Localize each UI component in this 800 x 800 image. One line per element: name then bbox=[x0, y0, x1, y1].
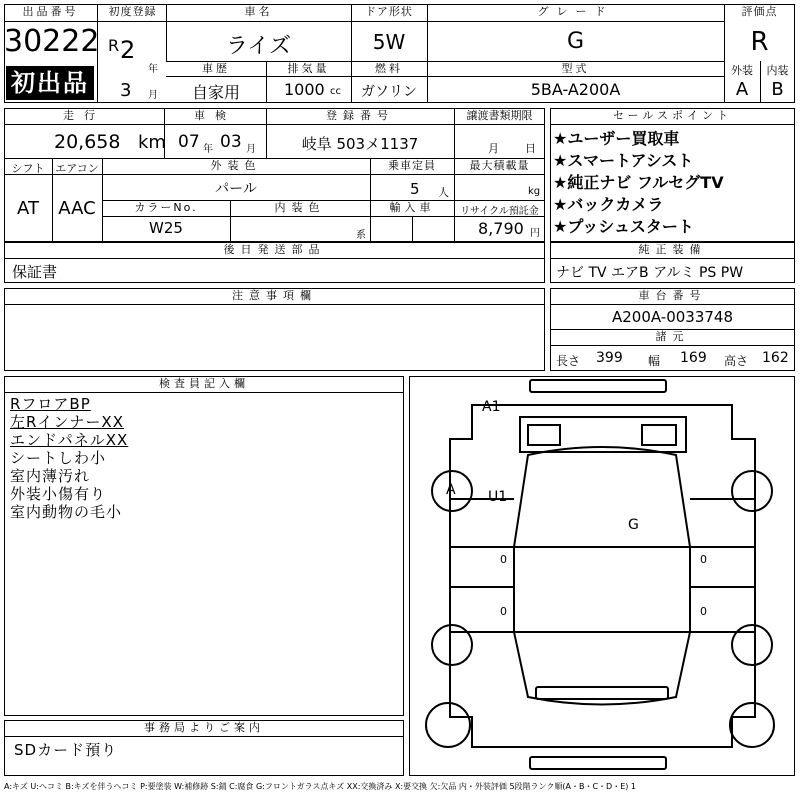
recycle-unit: 円 bbox=[530, 228, 540, 239]
shift-label: シフト bbox=[11, 162, 45, 175]
ext-color: パール bbox=[215, 181, 257, 197]
grade: G bbox=[566, 29, 585, 54]
damage-diagram bbox=[409, 376, 795, 776]
history: 自家用 bbox=[191, 83, 240, 102]
recycle-label: リサイクル預託金 bbox=[460, 206, 539, 217]
recycle: 8,790 bbox=[478, 219, 524, 238]
divider bbox=[4, 124, 545, 125]
divider bbox=[4, 736, 404, 737]
damage-mark-u1: U1 bbox=[488, 489, 508, 505]
panel-mark-zero: 0 bbox=[500, 553, 507, 566]
inspector-note: 室内薄汚れ bbox=[10, 467, 91, 485]
equipment-label: 純正装備 bbox=[638, 243, 707, 256]
inspection-year: 07 bbox=[178, 132, 200, 152]
era: R bbox=[108, 36, 120, 55]
divider bbox=[166, 76, 724, 77]
grade-label: グレード bbox=[537, 5, 614, 18]
color-no-label: カラーNo. bbox=[134, 201, 198, 214]
inspector-note: 左RインナーXX bbox=[10, 413, 124, 431]
ac-label: エアコン bbox=[55, 162, 99, 175]
damage-mark-a: A bbox=[446, 482, 456, 498]
sales-point-item: ★バックカメラ bbox=[553, 195, 664, 214]
chassis-label: 車台番号 bbox=[638, 289, 707, 302]
reg-label: 登録番号 bbox=[326, 109, 394, 122]
sales-points-label: セールスポイント bbox=[612, 109, 732, 122]
first-reg-label: 初度登録 bbox=[108, 5, 157, 18]
divider bbox=[4, 258, 545, 259]
legend: A:キズ U:ヘコミ B:キズを伴うヘコミ P:要塗装 W:補修跡 S:錆 C:腐食 G:フロントガラス点キズ XX:交換済み X:要交換 欠:欠品 内・外装評価 5段階ランク順(A・B・C・D・E) 1 bbox=[4, 782, 637, 791]
sales-point-item: ★プッシュスタート bbox=[553, 217, 694, 236]
inspector-note: シートしわ小 bbox=[10, 449, 107, 467]
door: 5W bbox=[372, 30, 406, 54]
later-parts-label: 後日発送部品 bbox=[223, 243, 326, 256]
shift: AT bbox=[17, 198, 39, 219]
ext-color-label: 外装色 bbox=[210, 159, 262, 172]
first-listing-text: 初出品 bbox=[11, 69, 89, 97]
sales-point-item: ★ユーザー買取車 bbox=[553, 129, 680, 148]
reg-number: 岐阜 503メ1137 bbox=[301, 135, 419, 153]
later-parts-value: 保証書 bbox=[12, 263, 58, 281]
divider bbox=[550, 345, 795, 346]
ext-score: A bbox=[735, 79, 749, 100]
car-diagram-svg bbox=[410, 377, 794, 775]
mileage-unit: km bbox=[138, 132, 166, 153]
capacity-unit: 人 bbox=[438, 186, 449, 199]
width: 169 bbox=[680, 350, 707, 366]
model: 5BA-A200A bbox=[530, 80, 621, 99]
panel-mark-zero: 0 bbox=[700, 553, 707, 566]
width-label: 幅 bbox=[648, 354, 661, 368]
damage-mark-a1: A1 bbox=[482, 399, 501, 415]
int-color-label: 内装色 bbox=[274, 201, 326, 214]
height: 162 bbox=[762, 350, 789, 366]
divider bbox=[550, 258, 795, 259]
history-label: 車歴 bbox=[202, 62, 230, 75]
int-label: 内装 bbox=[766, 64, 789, 77]
fuel: ガソリン bbox=[361, 84, 417, 100]
first-listing-badge bbox=[6, 66, 94, 100]
car-name-label: 車名 bbox=[244, 5, 273, 18]
inspector-note: エンドパネルXX bbox=[10, 431, 129, 449]
caution-label: 注意事項欄 bbox=[232, 289, 317, 302]
int-score: B bbox=[771, 79, 784, 100]
inspection-year-unit: 年 bbox=[203, 144, 213, 155]
length: 399 bbox=[596, 350, 623, 366]
inspector-notes bbox=[10, 395, 128, 521]
inspector-note: 室内動物の毛小 bbox=[10, 503, 123, 521]
score-label: 評価点 bbox=[741, 5, 778, 18]
height-label: 高さ bbox=[724, 354, 749, 368]
inspection-month-unit: 月 bbox=[246, 144, 256, 155]
lot-label: 出品番号 bbox=[22, 5, 79, 18]
divider bbox=[4, 21, 97, 22]
sales-point-item: ★純正ナビ フルセグTV bbox=[553, 173, 724, 192]
mileage: 20,658 bbox=[54, 131, 121, 153]
panel-mark-zero: 0 bbox=[500, 605, 507, 618]
equipment-value: ナビ TV エアB アルミ PS PW bbox=[556, 265, 744, 281]
office-label: 事務局よりご案内 bbox=[144, 721, 264, 734]
month-unit: 月 bbox=[148, 90, 158, 101]
import-label: 輸入車 bbox=[389, 201, 435, 214]
ext-label: 外装 bbox=[731, 64, 753, 77]
month: 3 bbox=[120, 80, 132, 101]
chassis-number: A200A-0033748 bbox=[611, 308, 734, 326]
sales-point-item: ★スマートアシスト bbox=[553, 151, 694, 170]
divider bbox=[550, 124, 795, 125]
divider bbox=[97, 21, 724, 22]
capacity: 5 bbox=[410, 180, 420, 198]
inspection-month: 03 bbox=[220, 132, 242, 152]
lot-number: 30222 bbox=[4, 24, 100, 59]
divider bbox=[454, 108, 455, 242]
fuel-label: 燃料 bbox=[375, 62, 403, 75]
dims-label: 諸元 bbox=[655, 330, 690, 343]
doc-day-unit: 日 bbox=[525, 142, 536, 155]
year: 2 bbox=[120, 36, 136, 64]
displacement: 1000 bbox=[284, 80, 325, 99]
model-label: 型式 bbox=[561, 62, 590, 75]
inspector-note: RフロアBP bbox=[10, 395, 91, 413]
doc-deadline-label: 譲渡書類期限 bbox=[466, 109, 533, 122]
score: R bbox=[750, 27, 769, 57]
mileage-label: 走行 bbox=[63, 109, 105, 122]
divider bbox=[4, 304, 545, 305]
panel-mark-zero: 0 bbox=[700, 605, 707, 618]
office-value: SDカード預り bbox=[14, 741, 118, 759]
inspector-note: 外装小傷有り bbox=[10, 485, 107, 503]
displacement-unit: cc bbox=[330, 86, 341, 97]
ac: AAC bbox=[58, 198, 96, 219]
inspection-label: 車検 bbox=[194, 109, 236, 122]
color-no: W25 bbox=[149, 219, 183, 237]
car-name: ライズ bbox=[225, 34, 292, 59]
divider bbox=[4, 392, 404, 393]
inspector-label: 検査員記入欄 bbox=[159, 377, 249, 390]
capacity-label: 乗車定員 bbox=[388, 159, 436, 172]
door-label: ドア形状 bbox=[365, 5, 413, 18]
length-label: 長さ bbox=[556, 354, 581, 368]
divider bbox=[412, 216, 413, 242]
damage-mark-g: G bbox=[628, 517, 639, 533]
load-label: 最大積載量 bbox=[469, 159, 530, 172]
divider bbox=[550, 304, 795, 305]
displacement-label: 排気量 bbox=[287, 62, 330, 75]
load-unit: kg bbox=[528, 186, 541, 197]
year-unit: 年 bbox=[148, 64, 158, 75]
int-color-unit: 系 bbox=[356, 230, 366, 241]
doc-month-unit: 月 bbox=[488, 142, 499, 155]
sales-points-list bbox=[553, 128, 724, 238]
